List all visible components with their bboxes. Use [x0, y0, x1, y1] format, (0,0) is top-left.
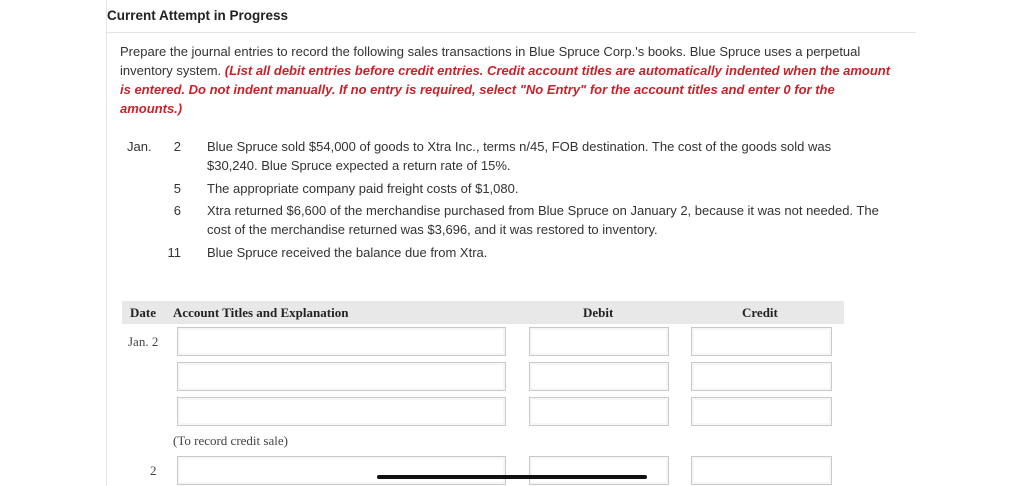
account-column-header: Account Titles and Explanation — [173, 305, 349, 320]
account-title-input[interactable] — [177, 362, 506, 391]
scroll-indicator[interactable] — [377, 475, 647, 479]
transaction-month: Jan. — [127, 139, 152, 154]
account-title-input[interactable] — [177, 327, 506, 356]
instructions — [120, 42, 900, 118]
debit-amount-input[interactable] — [529, 362, 669, 391]
transaction-text: The appropriate company paid freight costs of $1,080. — [207, 181, 519, 196]
entry-explanation: (To record credit sale) — [173, 433, 288, 448]
transaction-text: Xtra returned $6,600 of the merchandise purchased from Blue Spruce on January 2, because it was not needed. The cost of the merchandise returned was $3,696, and it was restored to inventory. — [207, 203, 879, 237]
instructions-emphasis: (List all debit entries before credit entries. Credit account titles are automatically indented when the amount is entered. Do not indent manually. If no entry is required, select "No Entry" for the account titles and enter 0 for the amounts.) — [120, 63, 891, 116]
credit-amount-input[interactable] — [691, 362, 832, 391]
entry-date: Jan. 2 — [128, 334, 159, 349]
account-title-input[interactable] — [177, 456, 506, 485]
entry-date: 2 — [150, 463, 157, 478]
account-title-input[interactable] — [177, 397, 506, 426]
header-divider — [106, 32, 916, 33]
transaction-text: Blue Spruce received the balance due from Xtra. — [207, 245, 488, 260]
debit-amount-input[interactable] — [529, 456, 669, 485]
transaction-text: Blue Spruce sold $54,000 of goods to Xtra Inc., terms n/45, FOB destination. The cost of the goods sold was $30,240. Blue Spruce expected a return rate of 15%. — [207, 139, 832, 173]
date-column-header: Date — [130, 305, 156, 320]
credit-amount-input[interactable] — [691, 327, 832, 356]
debit-amount-input[interactable] — [529, 327, 669, 356]
attempt-status-header: Current Attempt in Progress — [107, 8, 289, 23]
journal-table-header — [122, 301, 844, 324]
transaction-day: 5 — [173, 181, 181, 196]
transaction-day: 11 — [167, 245, 181, 260]
transaction-day: 6 — [173, 203, 181, 218]
credit-column-header: Credit — [742, 305, 778, 320]
credit-amount-input[interactable] — [691, 397, 832, 426]
debit-amount-input[interactable] — [529, 397, 669, 426]
instructions-text: Prepare the journal entries to record the following sales transactions in Blue Spruce Corp.'s books. Blue Spruce uses a perpetual inventory system. — [120, 44, 861, 78]
debit-column-header: Debit — [583, 305, 614, 320]
transaction-day: 2 — [173, 139, 181, 154]
credit-amount-input[interactable] — [691, 456, 832, 485]
